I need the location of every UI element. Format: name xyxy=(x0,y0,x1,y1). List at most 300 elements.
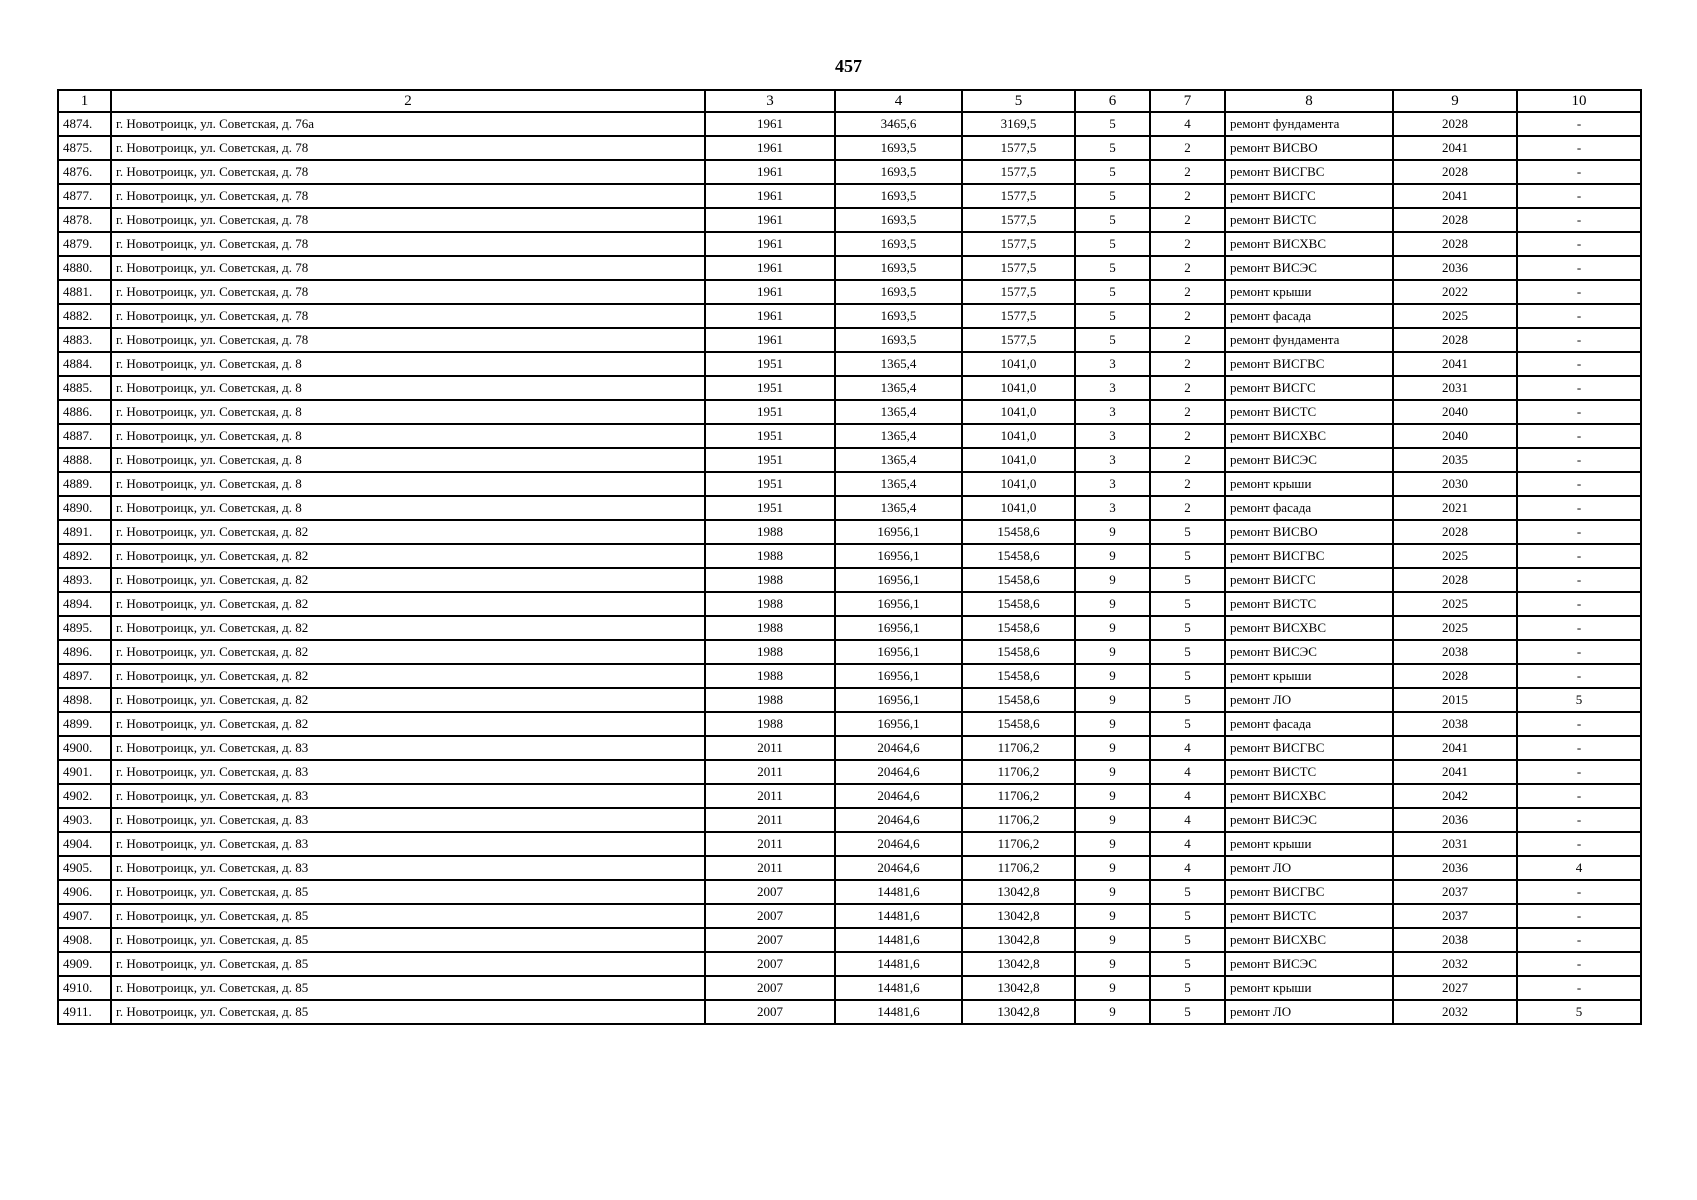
cell-repair-type: ремонт фундамента xyxy=(1225,112,1393,136)
table-row xyxy=(58,424,1641,448)
cell-repair-year: 2028 xyxy=(1393,232,1517,256)
cell-address: г. Новотроицк, ул. Советская, д. 85 xyxy=(111,976,705,1000)
cell-value: - xyxy=(1517,520,1641,544)
cell-row-number: 4889. xyxy=(58,472,111,496)
cell-floors: 5 xyxy=(1075,256,1150,280)
cell-build-year: 1961 xyxy=(705,208,835,232)
cell-living-area: 11706,2 xyxy=(962,784,1075,808)
cell-living-area: 13042,8 xyxy=(962,952,1075,976)
cell-value: - xyxy=(1517,616,1641,640)
table-row xyxy=(58,208,1641,232)
cell-address: г. Новотроицк, ул. Советская, д. 82 xyxy=(111,592,705,616)
cell-living-area: 15458,6 xyxy=(962,592,1075,616)
header-row xyxy=(58,90,1641,112)
cell-value: - xyxy=(1517,136,1641,160)
cell-address: г. Новотроицк, ул. Советская, д. 8 xyxy=(111,496,705,520)
table-row xyxy=(58,856,1641,880)
cell-floors: 9 xyxy=(1075,664,1150,688)
cell-value: - xyxy=(1517,760,1641,784)
cell-repair-type: ремонт крыши xyxy=(1225,280,1393,304)
table-row xyxy=(58,664,1641,688)
cell-repair-type: ремонт ВИСЭС xyxy=(1225,448,1393,472)
cell-row-number: 4906. xyxy=(58,880,111,904)
cell-repair-year: 2028 xyxy=(1393,520,1517,544)
cell-entrances: 2 xyxy=(1150,472,1225,496)
table-row xyxy=(58,736,1641,760)
cell-row-number: 4878. xyxy=(58,208,111,232)
cell-address: г. Новотроицк, ул. Советская, д. 85 xyxy=(111,1000,705,1024)
cell-build-year: 1988 xyxy=(705,664,835,688)
cell-living-area: 15458,6 xyxy=(962,616,1075,640)
cell-living-area: 13042,8 xyxy=(962,880,1075,904)
cell-floors: 5 xyxy=(1075,160,1150,184)
cell-build-year: 1988 xyxy=(705,640,835,664)
cell-repair-type: ремонт ВИСЭС xyxy=(1225,256,1393,280)
cell-entrances: 4 xyxy=(1150,784,1225,808)
table-row xyxy=(58,904,1641,928)
cell-living-area: 1041,0 xyxy=(962,424,1075,448)
cell-total-area: 20464,6 xyxy=(835,808,962,832)
cell-entrances: 4 xyxy=(1150,832,1225,856)
cell-floors: 9 xyxy=(1075,784,1150,808)
table-row xyxy=(58,400,1641,424)
cell-row-number: 4890. xyxy=(58,496,111,520)
table-row xyxy=(58,688,1641,712)
cell-repair-type: ремонт фундамента xyxy=(1225,328,1393,352)
cell-floors: 9 xyxy=(1075,760,1150,784)
cell-repair-type: ремонт ЛО xyxy=(1225,856,1393,880)
cell-value: - xyxy=(1517,184,1641,208)
cell-repair-year: 2041 xyxy=(1393,184,1517,208)
col-header-8: 8 xyxy=(1225,90,1393,112)
cell-entrances: 5 xyxy=(1150,712,1225,736)
cell-value: - xyxy=(1517,832,1641,856)
cell-repair-type: ремонт ВИСВО xyxy=(1225,136,1393,160)
cell-total-area: 1365,4 xyxy=(835,424,962,448)
cell-repair-type: ремонт ВИСТС xyxy=(1225,592,1393,616)
cell-row-number: 4891. xyxy=(58,520,111,544)
cell-repair-year: 2028 xyxy=(1393,664,1517,688)
cell-repair-type: ремонт крыши xyxy=(1225,832,1393,856)
cell-repair-year: 2040 xyxy=(1393,424,1517,448)
cell-total-area: 16956,1 xyxy=(835,544,962,568)
cell-total-area: 1693,5 xyxy=(835,208,962,232)
cell-repair-type: ремонт ВИСТС xyxy=(1225,208,1393,232)
cell-floors: 9 xyxy=(1075,616,1150,640)
cell-build-year: 1961 xyxy=(705,160,835,184)
cell-address: г. Новотроицк, ул. Советская, д. 82 xyxy=(111,712,705,736)
cell-build-year: 1951 xyxy=(705,376,835,400)
cell-floors: 9 xyxy=(1075,736,1150,760)
cell-row-number: 4900. xyxy=(58,736,111,760)
cell-address: г. Новотроицк, ул. Советская, д. 82 xyxy=(111,640,705,664)
cell-repair-type: ремонт ВИСТС xyxy=(1225,760,1393,784)
cell-total-area: 1693,5 xyxy=(835,232,962,256)
cell-floors: 5 xyxy=(1075,304,1150,328)
cell-value: - xyxy=(1517,328,1641,352)
cell-repair-year: 2041 xyxy=(1393,760,1517,784)
cell-total-area: 14481,6 xyxy=(835,880,962,904)
cell-repair-year: 2037 xyxy=(1393,880,1517,904)
cell-entrances: 2 xyxy=(1150,448,1225,472)
cell-entrances: 5 xyxy=(1150,568,1225,592)
table-row xyxy=(58,712,1641,736)
cell-total-area: 16956,1 xyxy=(835,520,962,544)
cell-floors: 5 xyxy=(1075,328,1150,352)
cell-address: г. Новотроицк, ул. Советская, д. 83 xyxy=(111,736,705,760)
cell-repair-type: ремонт фасада xyxy=(1225,304,1393,328)
cell-repair-type: ремонт ВИСГС xyxy=(1225,184,1393,208)
cell-build-year: 1961 xyxy=(705,280,835,304)
cell-living-area: 13042,8 xyxy=(962,928,1075,952)
table-row xyxy=(58,976,1641,1000)
cell-entrances: 5 xyxy=(1150,952,1225,976)
cell-row-number: 4887. xyxy=(58,424,111,448)
cell-living-area: 1041,0 xyxy=(962,400,1075,424)
table-row xyxy=(58,112,1641,136)
cell-row-number: 4881. xyxy=(58,280,111,304)
cell-repair-type: ремонт ВИСГВС xyxy=(1225,736,1393,760)
cell-repair-year: 2038 xyxy=(1393,712,1517,736)
cell-living-area: 3169,5 xyxy=(962,112,1075,136)
cell-entrances: 2 xyxy=(1150,352,1225,376)
cell-living-area: 11706,2 xyxy=(962,832,1075,856)
cell-repair-year: 2041 xyxy=(1393,136,1517,160)
cell-total-area: 1693,5 xyxy=(835,328,962,352)
cell-repair-type: ремонт ВИСХВС xyxy=(1225,424,1393,448)
cell-entrances: 5 xyxy=(1150,880,1225,904)
col-header-7: 7 xyxy=(1150,90,1225,112)
cell-row-number: 4888. xyxy=(58,448,111,472)
cell-total-area: 1693,5 xyxy=(835,184,962,208)
cell-address: г. Новотроицк, ул. Советская, д. 78 xyxy=(111,280,705,304)
cell-value: - xyxy=(1517,568,1641,592)
cell-row-number: 4879. xyxy=(58,232,111,256)
cell-entrances: 5 xyxy=(1150,592,1225,616)
cell-living-area: 1041,0 xyxy=(962,448,1075,472)
cell-repair-type: ремонт фасада xyxy=(1225,496,1393,520)
cell-floors: 5 xyxy=(1075,184,1150,208)
cell-build-year: 2007 xyxy=(705,904,835,928)
cell-row-number: 4880. xyxy=(58,256,111,280)
table-row xyxy=(58,952,1641,976)
cell-address: г. Новотроицк, ул. Советская, д. 82 xyxy=(111,688,705,712)
cell-total-area: 20464,6 xyxy=(835,760,962,784)
cell-address: г. Новотроицк, ул. Советская, д. 85 xyxy=(111,904,705,928)
cell-living-area: 1577,5 xyxy=(962,256,1075,280)
cell-row-number: 4875. xyxy=(58,136,111,160)
cell-value: - xyxy=(1517,352,1641,376)
col-header-10: 10 xyxy=(1517,90,1641,112)
table-row xyxy=(58,136,1641,160)
cell-address: г. Новотроицк, ул. Советская, д. 82 xyxy=(111,520,705,544)
cell-living-area: 15458,6 xyxy=(962,568,1075,592)
cell-row-number: 4874. xyxy=(58,112,111,136)
cell-total-area: 16956,1 xyxy=(835,640,962,664)
cell-entrances: 5 xyxy=(1150,976,1225,1000)
cell-floors: 3 xyxy=(1075,400,1150,424)
cell-living-area: 1577,5 xyxy=(962,184,1075,208)
cell-repair-year: 2028 xyxy=(1393,112,1517,136)
cell-living-area: 11706,2 xyxy=(962,760,1075,784)
cell-living-area: 13042,8 xyxy=(962,904,1075,928)
cell-repair-type: ремонт ВИСГВС xyxy=(1225,544,1393,568)
cell-build-year: 2011 xyxy=(705,856,835,880)
cell-repair-type: ремонт ВИСГВС xyxy=(1225,352,1393,376)
cell-repair-year: 2032 xyxy=(1393,952,1517,976)
cell-living-area: 11706,2 xyxy=(962,856,1075,880)
cell-build-year: 1961 xyxy=(705,232,835,256)
table-row xyxy=(58,256,1641,280)
cell-total-area: 1365,4 xyxy=(835,448,962,472)
cell-repair-year: 2025 xyxy=(1393,592,1517,616)
cell-value: 5 xyxy=(1517,1000,1641,1024)
cell-floors: 9 xyxy=(1075,952,1150,976)
cell-repair-type: ремонт ВИСХВС xyxy=(1225,784,1393,808)
table-row xyxy=(58,184,1641,208)
cell-build-year: 2011 xyxy=(705,784,835,808)
cell-value: - xyxy=(1517,928,1641,952)
cell-entrances: 2 xyxy=(1150,208,1225,232)
cell-entrances: 5 xyxy=(1150,688,1225,712)
cell-address: г. Новотроицк, ул. Советская, д. 78 xyxy=(111,160,705,184)
cell-floors: 5 xyxy=(1075,112,1150,136)
cell-value: - xyxy=(1517,376,1641,400)
cell-entrances: 5 xyxy=(1150,544,1225,568)
cell-repair-type: ремонт ВИСВО xyxy=(1225,520,1393,544)
cell-address: г. Новотроицк, ул. Советская, д. 8 xyxy=(111,400,705,424)
cell-living-area: 1577,5 xyxy=(962,280,1075,304)
cell-floors: 9 xyxy=(1075,640,1150,664)
cell-address: г. Новотроицк, ул. Советская, д. 82 xyxy=(111,664,705,688)
cell-total-area: 20464,6 xyxy=(835,784,962,808)
table-row xyxy=(58,304,1641,328)
cell-row-number: 4910. xyxy=(58,976,111,1000)
cell-total-area: 14481,6 xyxy=(835,952,962,976)
cell-total-area: 1365,4 xyxy=(835,376,962,400)
cell-living-area: 1041,0 xyxy=(962,376,1075,400)
cell-living-area: 15458,6 xyxy=(962,664,1075,688)
cell-build-year: 1961 xyxy=(705,328,835,352)
table-row xyxy=(58,640,1641,664)
cell-address: г. Новотроицк, ул. Советская, д. 85 xyxy=(111,952,705,976)
cell-total-area: 1693,5 xyxy=(835,256,962,280)
cell-entrances: 4 xyxy=(1150,856,1225,880)
cell-repair-type: ремонт крыши xyxy=(1225,664,1393,688)
cell-total-area: 16956,1 xyxy=(835,664,962,688)
cell-total-area: 3465,6 xyxy=(835,112,962,136)
cell-repair-type: ремонт ЛО xyxy=(1225,1000,1393,1024)
table-row xyxy=(58,808,1641,832)
cell-build-year: 1988 xyxy=(705,520,835,544)
cell-build-year: 2007 xyxy=(705,952,835,976)
table-row xyxy=(58,496,1641,520)
table-row xyxy=(58,784,1641,808)
cell-living-area: 11706,2 xyxy=(962,736,1075,760)
cell-value: - xyxy=(1517,664,1641,688)
cell-floors: 3 xyxy=(1075,424,1150,448)
cell-repair-year: 2032 xyxy=(1393,1000,1517,1024)
cell-build-year: 1961 xyxy=(705,304,835,328)
cell-total-area: 1693,5 xyxy=(835,160,962,184)
cell-entrances: 2 xyxy=(1150,184,1225,208)
cell-floors: 9 xyxy=(1075,592,1150,616)
cell-build-year: 1951 xyxy=(705,352,835,376)
cell-build-year: 1951 xyxy=(705,472,835,496)
cell-floors: 3 xyxy=(1075,472,1150,496)
cell-floors: 5 xyxy=(1075,208,1150,232)
cell-value: - xyxy=(1517,304,1641,328)
cell-repair-type: ремонт ВИСГВС xyxy=(1225,160,1393,184)
cell-address: г. Новотроицк, ул. Советская, д. 8 xyxy=(111,472,705,496)
cell-total-area: 1365,4 xyxy=(835,472,962,496)
cell-build-year: 1951 xyxy=(705,448,835,472)
cell-floors: 9 xyxy=(1075,808,1150,832)
cell-repair-year: 2036 xyxy=(1393,256,1517,280)
cell-floors: 9 xyxy=(1075,928,1150,952)
cell-value: - xyxy=(1517,880,1641,904)
table-row xyxy=(58,520,1641,544)
cell-build-year: 2011 xyxy=(705,760,835,784)
cell-repair-year: 2028 xyxy=(1393,328,1517,352)
cell-repair-year: 2031 xyxy=(1393,376,1517,400)
cell-entrances: 2 xyxy=(1150,136,1225,160)
cell-entrances: 2 xyxy=(1150,496,1225,520)
cell-repair-year: 2027 xyxy=(1393,976,1517,1000)
cell-repair-year: 2025 xyxy=(1393,616,1517,640)
cell-repair-year: 2028 xyxy=(1393,208,1517,232)
cell-entrances: 2 xyxy=(1150,328,1225,352)
cell-address: г. Новотроицк, ул. Советская, д. 78 xyxy=(111,184,705,208)
cell-living-area: 13042,8 xyxy=(962,1000,1075,1024)
cell-row-number: 4886. xyxy=(58,400,111,424)
cell-repair-year: 2030 xyxy=(1393,472,1517,496)
cell-value: - xyxy=(1517,424,1641,448)
cell-entrances: 5 xyxy=(1150,928,1225,952)
cell-repair-year: 2021 xyxy=(1393,496,1517,520)
cell-address: г. Новотроицк, ул. Советская, д. 78 xyxy=(111,136,705,160)
cell-row-number: 4884. xyxy=(58,352,111,376)
cell-repair-type: ремонт ЛО xyxy=(1225,688,1393,712)
cell-living-area: 15458,6 xyxy=(962,688,1075,712)
cell-row-number: 4882. xyxy=(58,304,111,328)
cell-total-area: 16956,1 xyxy=(835,712,962,736)
cell-row-number: 4899. xyxy=(58,712,111,736)
cell-repair-year: 2022 xyxy=(1393,280,1517,304)
cell-build-year: 2011 xyxy=(705,808,835,832)
cell-entrances: 5 xyxy=(1150,520,1225,544)
cell-address: г. Новотроицк, ул. Советская, д. 82 xyxy=(111,616,705,640)
cell-value: - xyxy=(1517,112,1641,136)
cell-floors: 3 xyxy=(1075,496,1150,520)
cell-living-area: 1041,0 xyxy=(962,352,1075,376)
cell-repair-year: 2028 xyxy=(1393,568,1517,592)
cell-row-number: 4895. xyxy=(58,616,111,640)
cell-repair-year: 2041 xyxy=(1393,736,1517,760)
cell-value: - xyxy=(1517,784,1641,808)
cell-row-number: 4907. xyxy=(58,904,111,928)
cell-address: г. Новотроицк, ул. Советская, д. 78 xyxy=(111,208,705,232)
cell-row-number: 4896. xyxy=(58,640,111,664)
table-row xyxy=(58,328,1641,352)
cell-row-number: 4892. xyxy=(58,544,111,568)
cell-total-area: 16956,1 xyxy=(835,568,962,592)
col-header-5: 5 xyxy=(962,90,1075,112)
cell-row-number: 4911. xyxy=(58,1000,111,1024)
cell-repair-type: ремонт ВИСЭС xyxy=(1225,640,1393,664)
cell-floors: 9 xyxy=(1075,568,1150,592)
cell-floors: 3 xyxy=(1075,376,1150,400)
cell-entrances: 5 xyxy=(1150,904,1225,928)
cell-repair-type: ремонт ВИСТС xyxy=(1225,400,1393,424)
cell-row-number: 4905. xyxy=(58,856,111,880)
cell-repair-year: 2040 xyxy=(1393,400,1517,424)
table-row xyxy=(58,1000,1641,1024)
cell-total-area: 14481,6 xyxy=(835,976,962,1000)
cell-repair-type: ремонт ВИСХВС xyxy=(1225,928,1393,952)
cell-address: г. Новотроицк, ул. Советская, д. 82 xyxy=(111,544,705,568)
cell-entrances: 2 xyxy=(1150,400,1225,424)
cell-value: - xyxy=(1517,544,1641,568)
cell-floors: 9 xyxy=(1075,880,1150,904)
cell-value: 5 xyxy=(1517,688,1641,712)
cell-total-area: 1365,4 xyxy=(835,352,962,376)
cell-build-year: 1951 xyxy=(705,400,835,424)
cell-row-number: 4909. xyxy=(58,952,111,976)
cell-living-area: 1577,5 xyxy=(962,136,1075,160)
cell-entrances: 5 xyxy=(1150,640,1225,664)
cell-value: - xyxy=(1517,256,1641,280)
cell-build-year: 2007 xyxy=(705,928,835,952)
cell-floors: 9 xyxy=(1075,544,1150,568)
cell-address: г. Новотроицк, ул. Советская, д. 78 xyxy=(111,328,705,352)
cell-repair-type: ремонт ВИСЭС xyxy=(1225,952,1393,976)
cell-floors: 9 xyxy=(1075,904,1150,928)
cell-repair-year: 2041 xyxy=(1393,352,1517,376)
cell-total-area: 16956,1 xyxy=(835,616,962,640)
table-row xyxy=(58,280,1641,304)
cell-entrances: 4 xyxy=(1150,112,1225,136)
cell-build-year: 1988 xyxy=(705,592,835,616)
cell-address: г. Новотроицк, ул. Советская, д. 8 xyxy=(111,352,705,376)
cell-living-area: 13042,8 xyxy=(962,976,1075,1000)
cell-floors: 9 xyxy=(1075,712,1150,736)
cell-repair-type: ремонт ВИСХВС xyxy=(1225,232,1393,256)
cell-floors: 9 xyxy=(1075,520,1150,544)
cell-address: г. Новотроицк, ул. Советская, д. 8 xyxy=(111,376,705,400)
cell-build-year: 1988 xyxy=(705,568,835,592)
cell-value: - xyxy=(1517,280,1641,304)
cell-row-number: 4897. xyxy=(58,664,111,688)
cell-value: - xyxy=(1517,400,1641,424)
cell-repair-year: 2037 xyxy=(1393,904,1517,928)
cell-address: г. Новотроицк, ул. Советская, д. 78 xyxy=(111,304,705,328)
cell-floors: 3 xyxy=(1075,448,1150,472)
cell-repair-year: 2015 xyxy=(1393,688,1517,712)
col-header-1: 1 xyxy=(58,90,111,112)
cell-build-year: 2011 xyxy=(705,736,835,760)
col-header-2: 2 xyxy=(111,90,705,112)
cell-living-area: 15458,6 xyxy=(962,640,1075,664)
cell-value: - xyxy=(1517,712,1641,736)
cell-value: - xyxy=(1517,448,1641,472)
cell-build-year: 2007 xyxy=(705,1000,835,1024)
cell-build-year: 2011 xyxy=(705,832,835,856)
cell-entrances: 4 xyxy=(1150,808,1225,832)
cell-address: г. Новотроицк, ул. Советская, д. 85 xyxy=(111,928,705,952)
cell-address: г. Новотроицк, ул. Советская, д. 83 xyxy=(111,784,705,808)
cell-address: г. Новотроицк, ул. Советская, д. 83 xyxy=(111,808,705,832)
